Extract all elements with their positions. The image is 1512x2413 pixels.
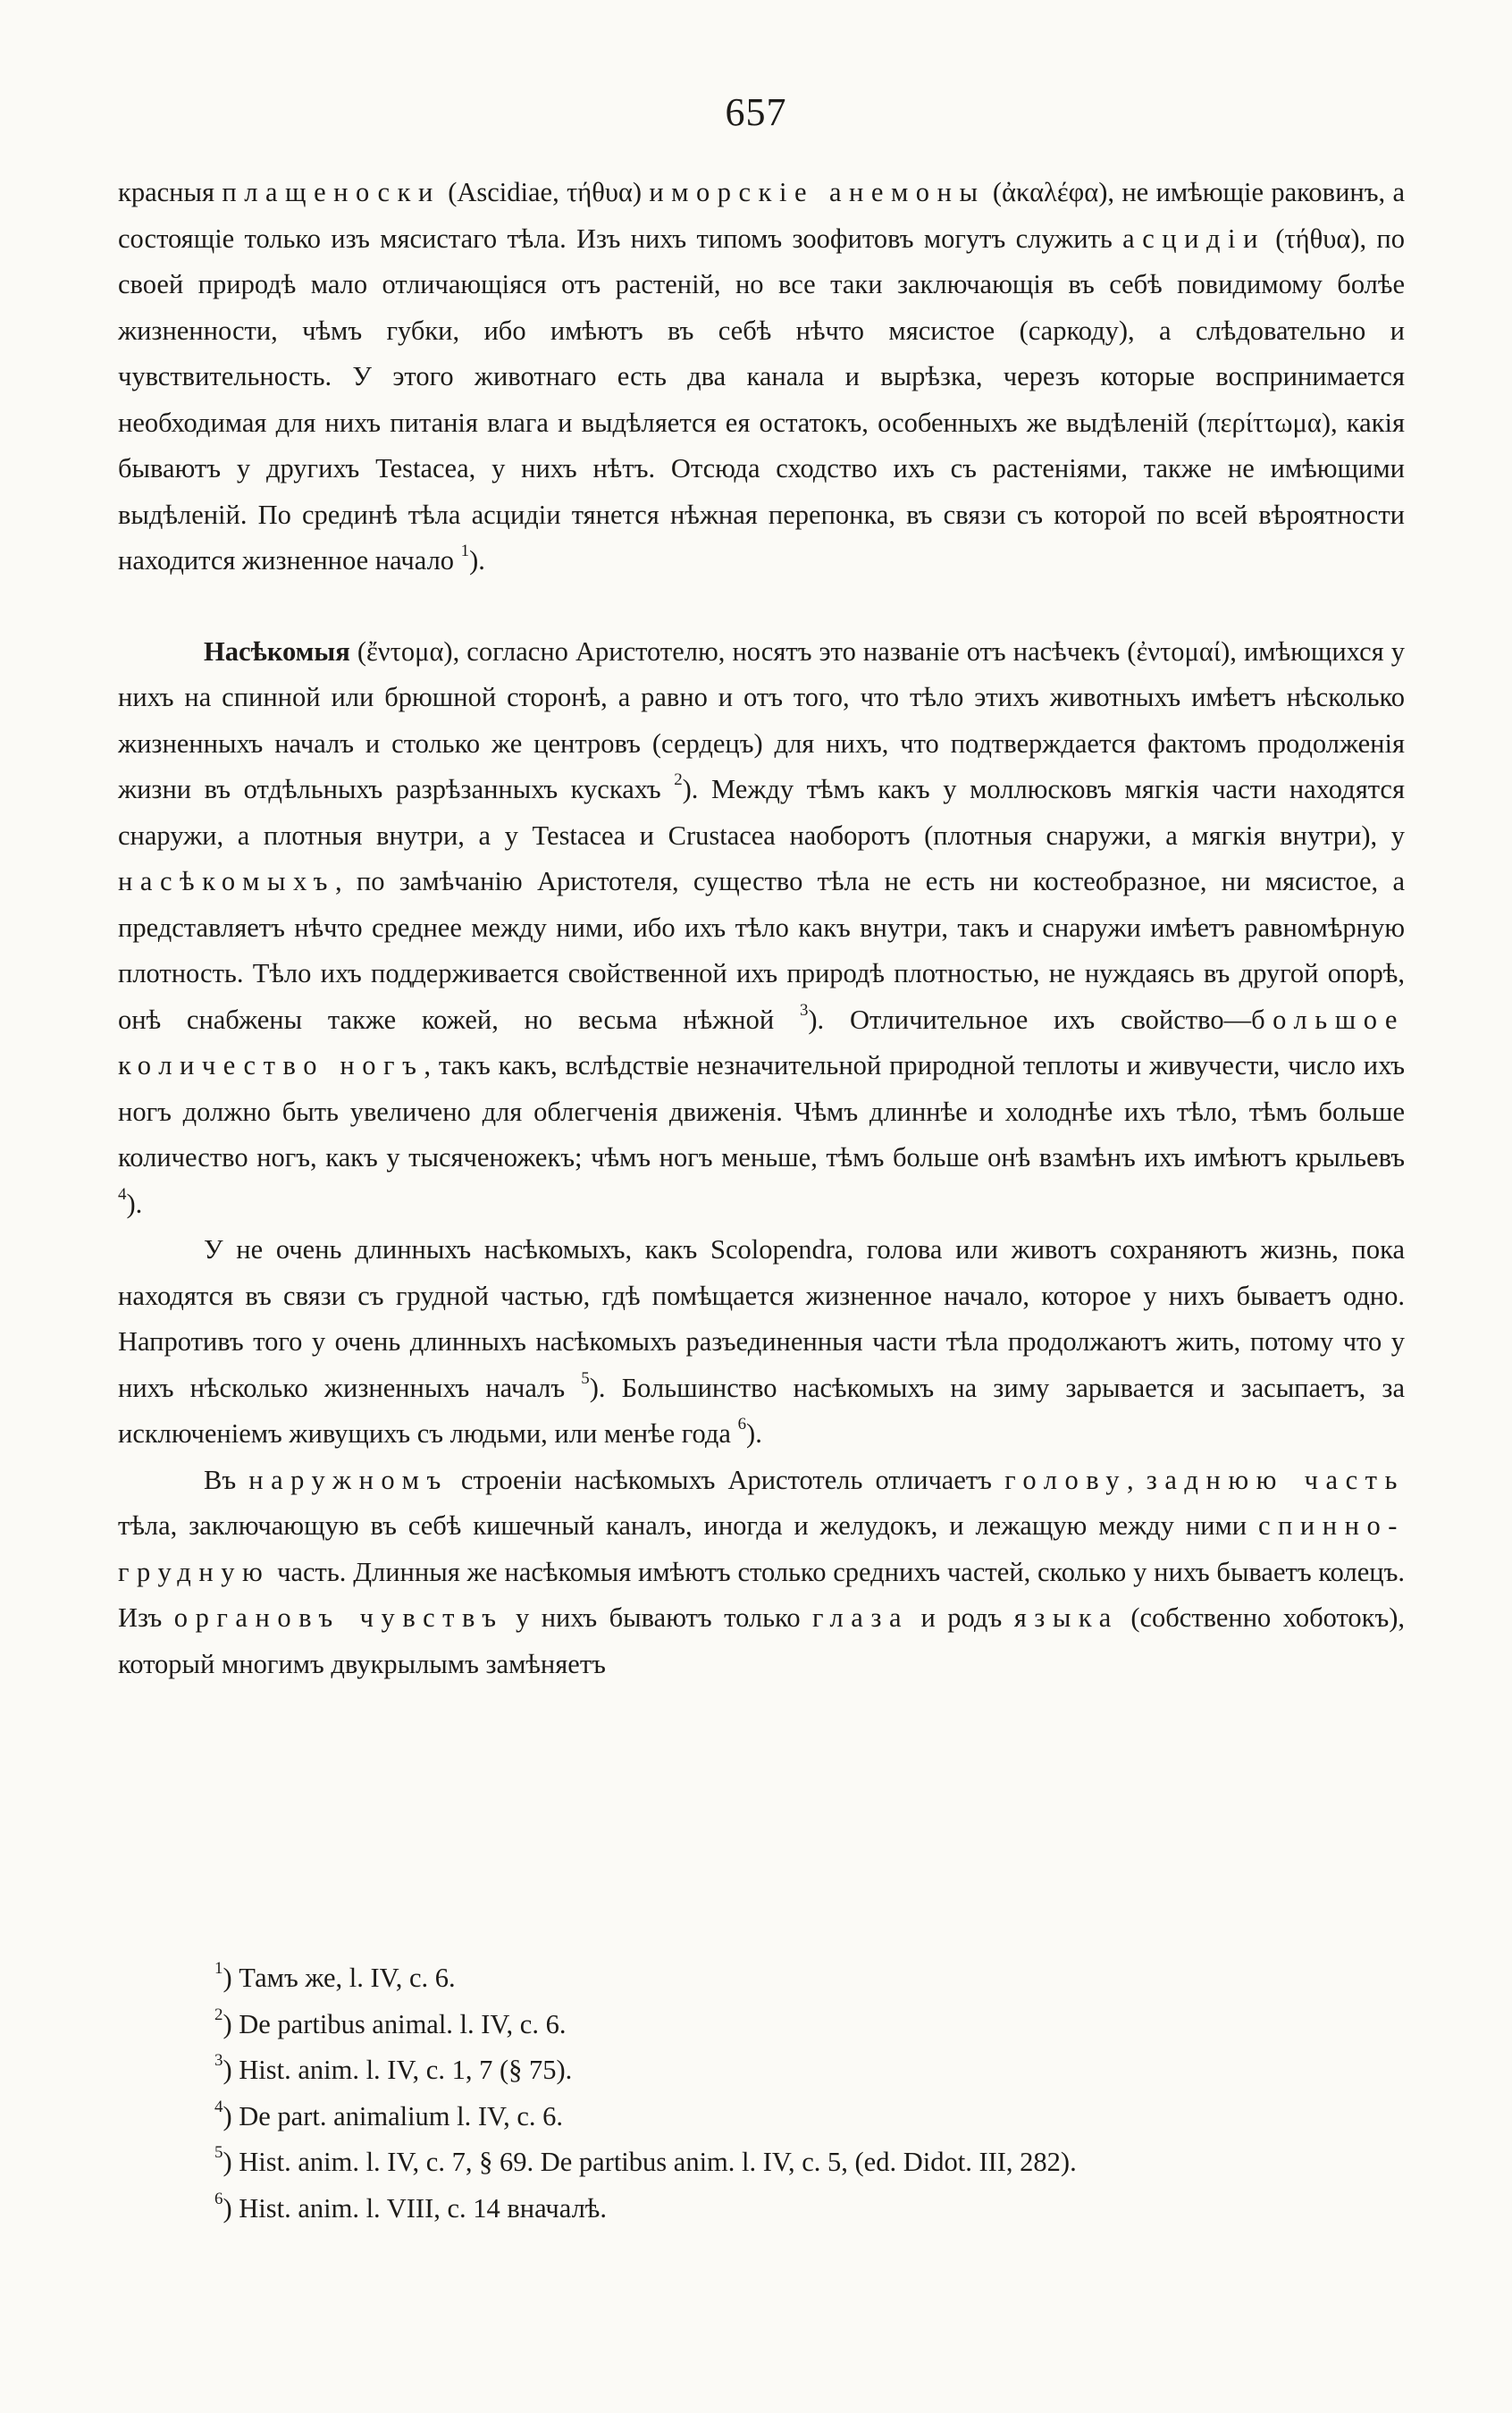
footnote-ref-6: 6: [737, 1414, 747, 1434]
term-nasekomyya: Насѣкомыя: [204, 635, 350, 667]
term-spinno-grudnuyu: спинно-грудную: [118, 1510, 1405, 1587]
term-organov-chuvstv: органовъ чувствъ: [173, 1602, 504, 1633]
term-ascidii: асцидіи: [1122, 223, 1265, 254]
paragraph-scolopendra: У не очень длинныхъ насѣкомыхъ, какъ Scolopendra, голова или животъ сохраняютъ жизнь, пока находятся въ связи съ грудной частью, гдѣ помѣщается жизненное начало, которое у нихъ бываетъ одно. Напротивъ того у очень длинныхъ насѣкомыхъ разъединенныя части тѣла продолжаютъ жить, потому что у нихъ нѣсколько жизненныхъ началъ $^5$). Большинство насѣкомыхъ на зиму зарывается и засыпаетъ, за исключеніемъ живущихъ съ людьми, или менѣе года $^6$).: [118, 1234, 1406, 1449]
footnotes: [214, 1955, 1412, 2232]
footnote-ref-1: 1: [460, 541, 470, 560]
footnote: [214, 1955, 1412, 2002]
footnote: [214, 2094, 1412, 2140]
footnote-ref-5: 5: [581, 1368, 590, 1388]
term-nasekomykh: насѣкомыхъ: [118, 866, 335, 896]
footnote-mark: 4: [214, 2097, 223, 2116]
paragraph-insects: Насѣкомыя (ἔντομα), согласно Аристотелю, носятъ это названіе отъ насѣчекъ (ἐντομαί), имѣющихся у нихъ на спинной или брюшной сторонѣ, а равно и отъ того, что тѣло этихъ животныхъ имѣетъ нѣсколько жизненныхъ началъ и столько же центровъ (сердецъ) для нихъ, что подтверждается фактомъ продолженія жизни въ отдѣльныхъ разрѣзанныхъ кускахъ $^2$). Между тѣмъ какъ у моллюсковъ мягкія части находятся снаружи, а плотныя внутри, а у Testacea и Crustacea наоборотъ (плотныя снаружи, а мягкія внутри), у насѣкомыхъ, по замѣчанію Аристотеля, существо тѣла не есть ни костеобразное, ни мясистое, а представляетъ нѣчто среднее между ними, ибо ихъ тѣло какъ внутри, такъ и снаружи имѣетъ равномѣрную плотность. Тѣло ихъ поддерживается свойственной ихъ природѣ плотностью, не нуждаясь въ другой опорѣ, онѣ снабжены также кожей, но весьма нѣжной $^3$). Отличительное ихъ свойство—большое количество ногъ, такъ какъ, вслѣдствіе незначительной природной теплоты и живучести, число ихъ ногъ должно быть увеличено для облегченія движенія. Чѣмъ длиннѣе и холоднѣе ихъ тѣло, тѣмъ больше количество ногъ, какъ у тысяченожекъ; чѣмъ ногъ меньше, тѣмъ больше онѣ взамѣнъ ихъ имѣютъ крыльевъ $^4$).: [118, 635, 1405, 1219]
term-yazyka: языка: [1013, 1602, 1119, 1633]
footnote: [214, 2186, 1412, 2232]
footnote-text: ) Hist. anim. l. VIII, с. 14 вначалѣ.: [223, 2192, 607, 2224]
term-naruzhnom: наружномъ: [248, 1464, 449, 1495]
term-bolshoe-kolichestvo-nog: большое количество ногъ: [118, 1004, 1405, 1080]
footnote-text: ) Hist. anim. l. IV, с. 7, § 69. De partibus anim. l. IV, с. 5, (ed. Didot. III, 282).: [223, 2147, 1077, 2177]
term-zadnyuyu-chast: заднюю часть: [1146, 1464, 1405, 1495]
term-plashchenoski: плащеноски: [222, 177, 441, 207]
main-text: [118, 170, 1405, 1687]
footnote-ref-4: 4: [118, 1184, 127, 1204]
footnote-mark: 3: [214, 2050, 223, 2070]
paragraph-external-structure: Въ наружномъ строеніи насѣкомыхъ Аристотель отличаетъ голову, заднюю часть тѣла, заключающую въ себѣ кишечный каналъ, иногда и желудокъ, и лежащую между ними спинно-грудную часть. Длинныя же насѣкомыя имѣютъ столько среднихъ частей, сколько у нихъ бываетъ колецъ. Изъ органовъ чувствъ у нихъ бываютъ только глаза и родъ языка (собственно хоботокъ), который многимъ двукрылымъ замѣняетъ: [118, 1464, 1406, 1679]
footnote-mark: 6: [214, 2189, 223, 2208]
footnote-text: ) De partibus animal. l. IV, с. 6.: [223, 2008, 567, 2039]
footnote-ref-2: 2: [674, 769, 683, 789]
footnote-mark: 5: [214, 2142, 223, 2162]
footnote-text: ) Hist. anim. l. IV, с. 1, 7 (§ 75).: [223, 2055, 573, 2085]
footnote: [214, 2002, 1412, 2048]
page-number: 657: [725, 90, 787, 134]
term-morskie-anemony: морскіе анемоны: [671, 177, 986, 207]
footnote: [214, 2140, 1412, 2186]
footnote-text: ) Тамъ же, l. IV, с. 6.: [223, 1963, 456, 1993]
footnote: [214, 2047, 1412, 2094]
footnote-text: ) De part. animalium l. IV, с. 6.: [223, 2100, 564, 2131]
paragraph-ascidiae: красныя плащеноски (Ascidiae, τήθυα) и морскіе анемоны (ἀκαλέφα), не имѣющіе раковинъ, а состоящіе только изъ мясистаго тѣла. Изъ нихъ типомъ зоофитовъ могутъ служить асцидіи (τήθυα), по своей природѣ мало отличающіяся отъ растеній, но все таки заключающія въ себѣ повидимому болѣе жизненности, чѣмъ губки, ибо имѣютъ въ себѣ нѣчто мясистое (саркоду), а слѣдовательно и чувствительность. У этого животнаго есть два канала и вырѣзка, черезъ которые воспринимается необходимая для нихъ питанія влага и выдѣляется ея остатокъ, особенныхъ же выдѣленій (περίττωμα), какія бываютъ у другихъ Testacea, у нихъ нѣтъ. Отсюда сходство ихъ съ растеніями, также не имѣющими выдѣленій. По срединѣ тѣла асцидіи тянется нѣжная перепонка, въ связи съ которой по всей вѣроятности находится жизненное начало $^1$).: [118, 177, 1405, 576]
footnote-ref-3: 3: [799, 1000, 809, 1020]
term-glaza: глаза: [812, 1602, 910, 1633]
term-golovu: голову: [1004, 1464, 1127, 1495]
footnote-mark: 2: [214, 2005, 223, 2024]
footnote-mark: 1: [214, 1958, 223, 1978]
